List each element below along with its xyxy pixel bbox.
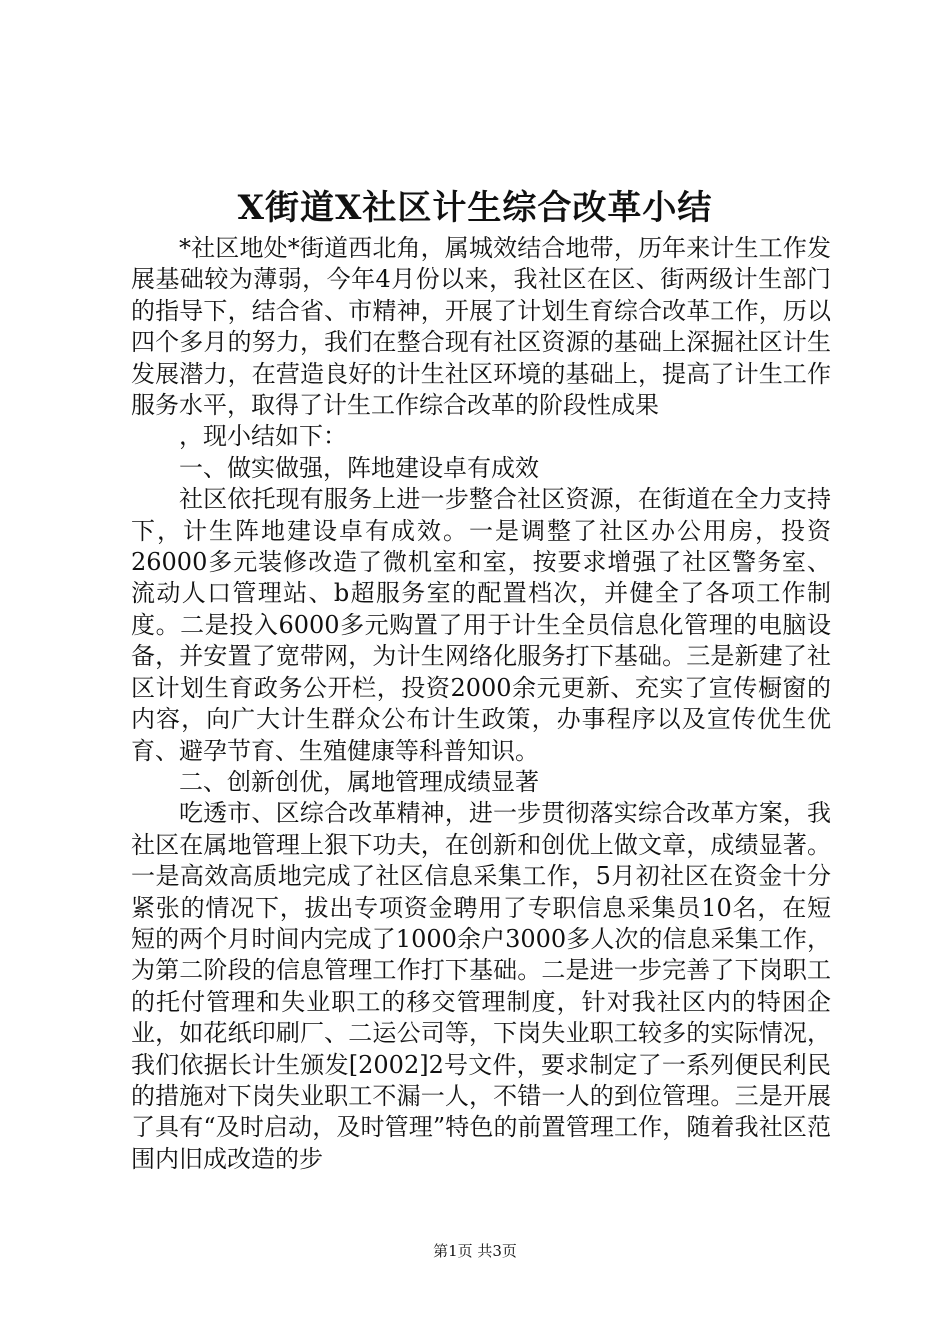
section-heading-2: 二、创新创优，属地管理成绩显著 <box>179 767 539 796</box>
paragraph-summary-lead: ，现小结如下： <box>179 422 347 451</box>
paragraph-intro: *社区地处*街道西北角，属城效结合地带，历年来计生工作发展基础较为薄弱，今年4月份以来，我社区在区、街两级计生部门的指导下，结合省、市精神，开展了计划生育综合改革工作，历以四个多月的努力，我们在整合现有社区资源的基础上深掘社区计生发展潜力，在营造良好的计生社区环境的基础上，提高了计生工作服务水平，取得了计生工作综合改革的阶段性成果 <box>131 234 831 420</box>
document-body <box>131 233 831 1175</box>
section-heading-1: 一、做实做强，阵地建设卓有成效 <box>179 453 539 482</box>
document-title: X街道X社区计生综合改革小结 <box>237 188 713 228</box>
paragraph-section-1: 社区依托现有服务上进一步整合社区资源，在街道在全力支持下，计生阵地建设卓有成效。一是调整了社区办公用房，投资26000多元装修改造了微机室和室，按要求增强了社区警务室、流动人口管理站、b超服务室的配置档次，并健全了各项工作制度。二是投入6000多元购置了用于计生全员信息化管理的电脑设备，并安置了宽带网，为计生网络化服务打下基础。三是新建了社区计划生育政务公开栏，投资2000余元更新、充实了宣传橱窗的内容，向广大计生群众公布计生政策，办事程序以及宣传优生优育、避孕节育、生殖健康等科普知识。 <box>131 485 831 765</box>
paragraph-section-2: 吃透市、区综合改革精神，进一步贯彻落实综合改革方案，我社区在属地管理上狠下功夫，在创新和创优上做文章，成绩显著。一是高效高质地完成了社区信息采集工作，5月初社区在资金十分紧张的情况下，拔出专项资金聘用了专职信息采集员10名，在短短的两个月时间内完成了1000余户3000多人次的信息采集工作，为第二阶段的信息管理工作打下基础。二是进一步完善了下岗职工的托付管理和失业职工的移交管理制度，针对我社区内的特困企业，如花纸印刷厂、二运公司等，下岗失业职工较多的实际情况，我们依据长计生颁发[2002]2号文件，要求制定了一系列便民利民的措施对下岗失业职工不漏一人，不错一人的到位管理。三是开展了具有“及时启动，及时管理”特色的前置管理工作，随着我社区范围内旧成改造的步 <box>131 799 831 1173</box>
page-footer: 第1页 共3页 <box>433 1242 517 1260</box>
